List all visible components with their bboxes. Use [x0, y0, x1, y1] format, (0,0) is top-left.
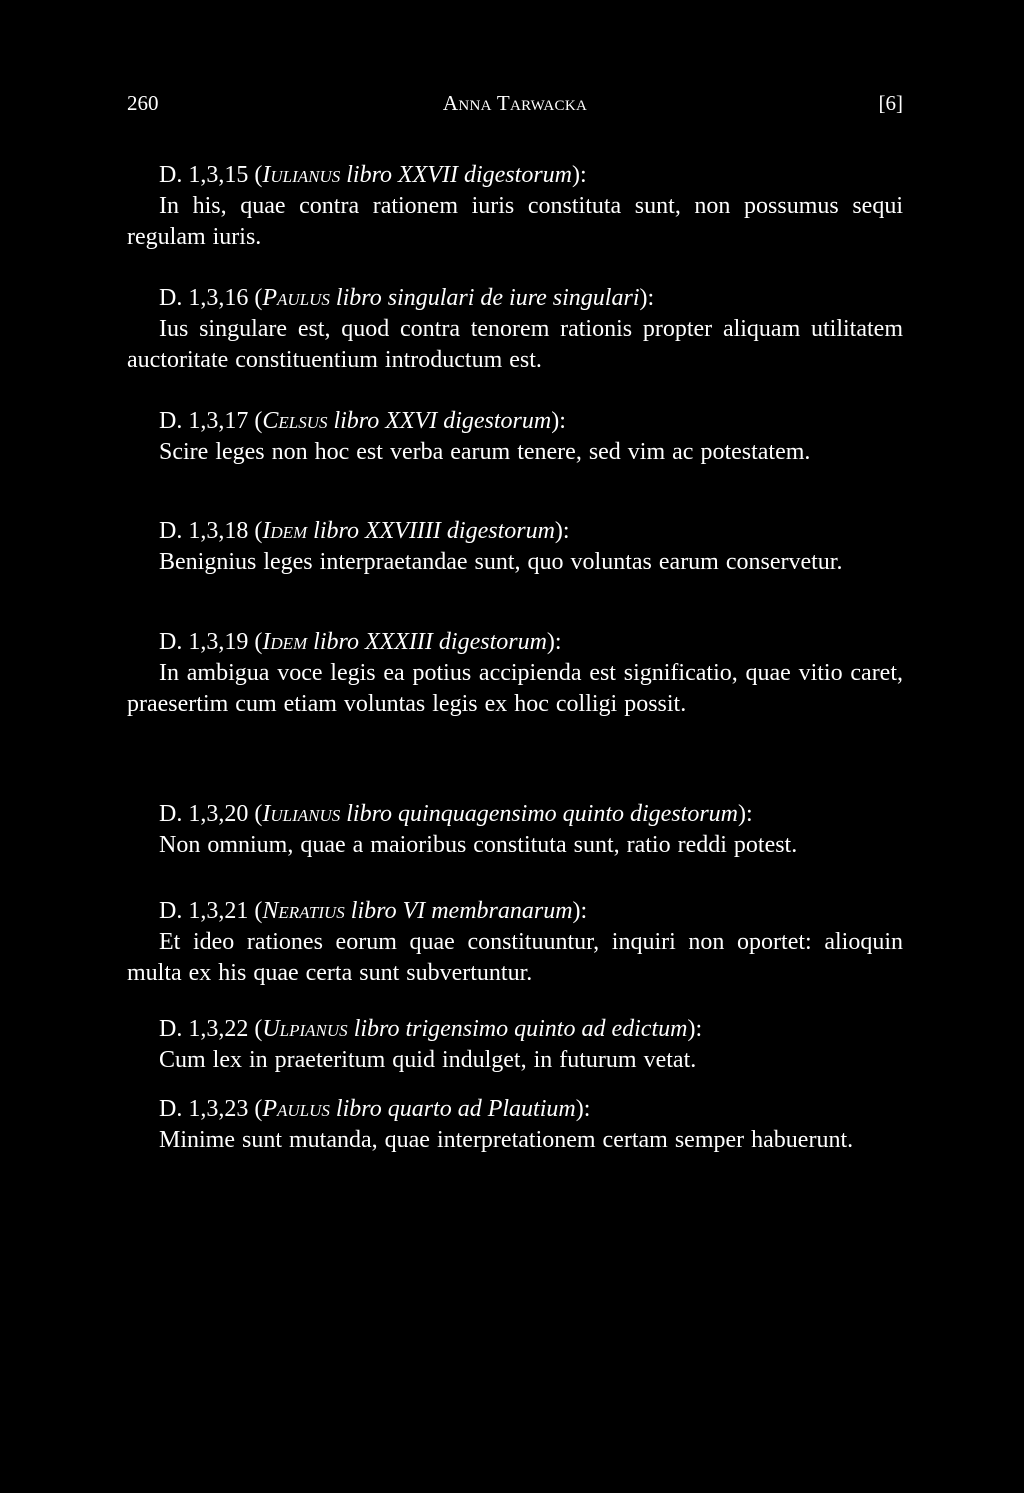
jurist-name: Iulianus	[262, 801, 341, 827]
work-title: libro XXXIII digestorum	[313, 629, 547, 655]
work-title: libro quarto ad Plautium	[335, 1096, 576, 1122]
citation: D. 1,3,17 (Celsus libro XXVI digestorum):	[159, 408, 566, 434]
quoted-text: Ius singulare est, quod contra tenorem rationis propter aliquam utilitatem auctoritate constituentium introductum est.	[127, 316, 903, 373]
digest-entry	[127, 799, 903, 861]
document-page	[127, 0, 903, 1493]
citation: D. 1,3,21 (Neratius libro VI membranarum):	[159, 898, 588, 924]
digest-reference: D. 1,3,22	[159, 1016, 249, 1042]
digest-reference: D. 1,3,17	[159, 408, 249, 434]
quoted-text: Et ideo rationes eorum quae constituuntur, inquiri non oportet: alioquin multa ex his quae certa sunt subvertuntur.	[127, 929, 903, 986]
digest-entry	[127, 896, 903, 989]
quoted-text: In ambigua voce legis ea potius accipienda est significatio, quae vitio caret, praesertim cum etiam voluntas legis ex hoc colligi possit.	[127, 660, 903, 717]
citation: D. 1,3,23 (Paulus libro quarto ad Plautium):	[159, 1096, 591, 1122]
citation: D. 1,3,19 (Idem libro XXXIII digestorum):	[159, 629, 562, 655]
jurist-name: Neratius	[262, 898, 345, 924]
digest-reference: D. 1,3,20	[159, 801, 249, 827]
citation: D. 1,3,20 (Iulianus libro quinquagensimo quinto digestorum):	[159, 801, 753, 827]
jurist-name: Idem	[262, 518, 308, 544]
quoted-text: Cum lex in praeteritum quid indulget, in futurum vetat.	[159, 1047, 697, 1073]
jurist-name: Iulianus	[262, 162, 341, 188]
jurist-name: Ulpianus	[262, 1016, 348, 1042]
jurist-name: Celsus	[262, 408, 328, 434]
work-title: libro XXVII digestorum	[346, 162, 572, 188]
digest-reference: D. 1,3,21	[159, 898, 249, 924]
digest-entry	[127, 1014, 903, 1076]
work-title: libro quinquagensimo quinto digestorum	[346, 801, 739, 827]
jurist-name: Paulus	[262, 1096, 330, 1122]
jurist-name: Paulus	[262, 285, 330, 311]
work-title: libro VI membranarum	[350, 898, 573, 924]
digest-reference: D. 1,3,18	[159, 518, 249, 544]
page-header	[127, 88, 903, 118]
work-title: libro trigensimo quinto ad edictum	[353, 1016, 688, 1042]
quoted-text: Minime sunt mutanda, quae interpretationem certam semper habuerunt.	[159, 1127, 854, 1153]
citation: D. 1,3,15 (Iulianus libro XXVII digestorum):	[159, 162, 587, 188]
quoted-text: Non omnium, quae a maioribus constituta sunt, ratio reddi potest.	[159, 832, 798, 858]
digest-entry	[127, 1094, 903, 1156]
work-title: libro XXVIIII digestorum	[313, 518, 555, 544]
quoted-text: In his, quae contra rationem iuris constituta sunt, non possumus sequi regulam iuris.	[127, 193, 903, 250]
citation: D. 1,3,22 (Ulpianus libro trigensimo quinto ad edictum):	[159, 1016, 703, 1042]
digest-entry	[127, 283, 903, 376]
section-marker: [6]	[878, 91, 903, 115]
digest-entry	[127, 516, 903, 578]
work-title: libro singulari de iure singulari	[335, 285, 640, 311]
digest-entry	[127, 160, 903, 253]
digest-reference: D. 1,3,16	[159, 285, 249, 311]
digest-reference: D. 1,3,19	[159, 629, 249, 655]
digest-entry	[127, 627, 903, 720]
digest-entry	[127, 406, 903, 468]
digest-reference: D. 1,3,23	[159, 1096, 249, 1122]
page-number: 260	[127, 91, 159, 115]
quoted-text: Scire leges non hoc est verba earum tenere, sed vim ac potestatem.	[159, 439, 811, 465]
work-title: libro XXVI digestorum	[333, 408, 552, 434]
jurist-name: Idem	[262, 629, 308, 655]
quoted-text: Benignius leges interpraetandae sunt, quo voluntas earum conservetur.	[159, 549, 843, 575]
running-head-author: Anna Tarwacka	[442, 91, 588, 115]
citation: D. 1,3,16 (Paulus libro singulari de iure singulari):	[159, 285, 655, 311]
digest-reference: D. 1,3,15	[159, 162, 249, 188]
citation: D. 1,3,18 (Idem libro XXVIIII digestorum):	[159, 518, 570, 544]
